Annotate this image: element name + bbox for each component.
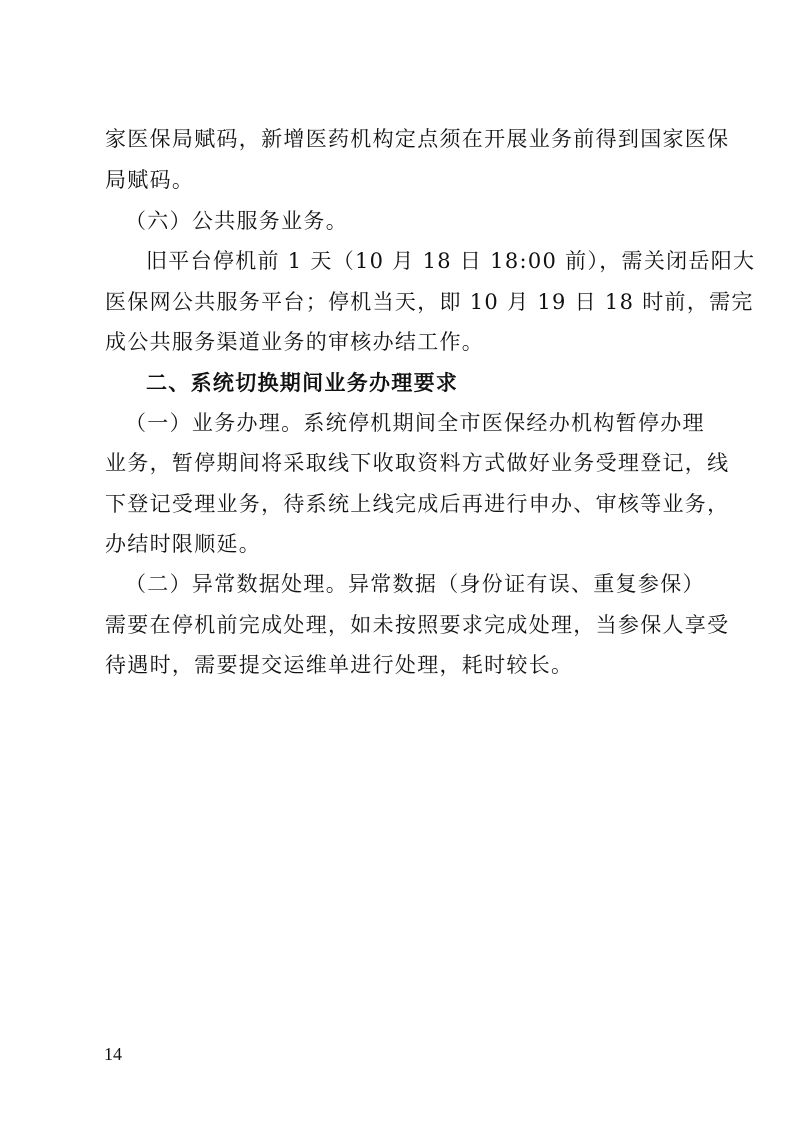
paragraph-line: 下登记受理业务，待系统上线完成后再进行申办、审核等业务， bbox=[105, 492, 730, 516]
paragraph-line: （一）业务办理。系统停机期间全市医保经办机构暂停办理 bbox=[125, 411, 705, 435]
paragraph-line: 医保网公共服务平台；停机当天，即 10 月 19 日 18 时前，需完 bbox=[105, 290, 754, 314]
paragraph-line: 需要在停机前完成处理，如未按照要求完成处理，当参保人享受 bbox=[105, 613, 730, 637]
section-subheading: （六）公共服务业务。 bbox=[125, 209, 348, 233]
paragraph-line: 旧平台停机前 1 天（10 月 18 日 18:00 前），需关闭岳阳大 bbox=[146, 249, 756, 273]
paragraph-line: 成公共服务渠道业务的审核办结工作。 bbox=[105, 330, 485, 354]
paragraph-line: 家医保局赋码，新增医药机构定点须在开展业务前得到国家医保 bbox=[105, 127, 730, 151]
section-heading: 二、系统切换期间业务办理要求 bbox=[146, 371, 459, 395]
page-number: 14 bbox=[104, 1044, 122, 1064]
paragraph-line: 待遇时，需要提交运维单进行处理，耗时较长。 bbox=[105, 653, 574, 677]
paragraph-line: 局赋码。 bbox=[105, 168, 195, 192]
paragraph-line: 办结时限顺延。 bbox=[105, 532, 262, 556]
paragraph-line: （二）异常数据处理。异常数据（身份证有误、重复参保） bbox=[125, 572, 705, 596]
paragraph-line: 业务，暂停期间将采取线下收取资料方式做好业务受理登记，线 bbox=[105, 451, 730, 475]
